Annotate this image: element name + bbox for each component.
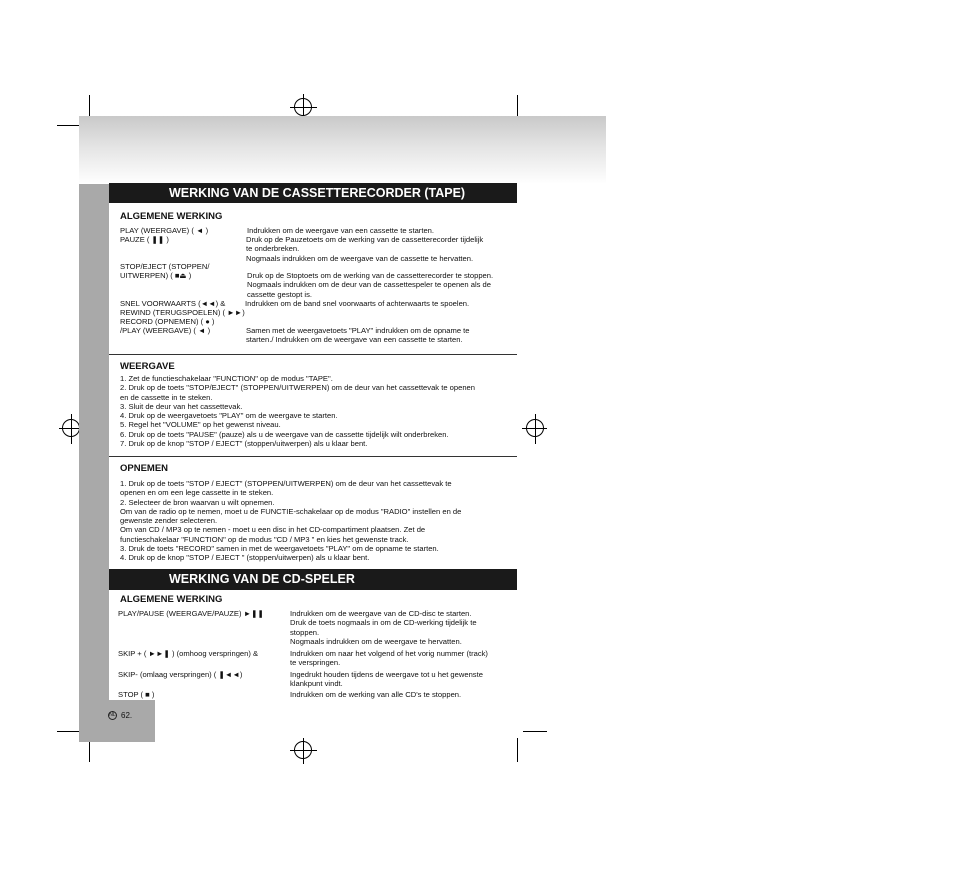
cd-control-label: STOP ( ■ ) bbox=[118, 690, 155, 699]
list-item: 2. Selecteer de bron waarvan u wilt opnemen. bbox=[120, 497, 275, 507]
list-item: 1. Zet de functieschakelaar "FUNCTION" op de modus "TAPE". bbox=[120, 374, 333, 383]
list-item: 7. Druk op de knop "STOP / EJECT" (stoppen/uitwerpen) als u klaar bent. bbox=[120, 439, 368, 449]
tape-playback-list bbox=[120, 374, 475, 448]
header-band bbox=[79, 116, 606, 184]
crop-mark bbox=[523, 731, 547, 732]
crop-mark bbox=[517, 738, 518, 762]
crop-mark bbox=[57, 731, 81, 732]
list-item: openen en om een lege cassette in te steken. bbox=[120, 488, 274, 498]
cd-control-label: PLAY/PAUSE (WEERGAVE/PAUZE) ►❚❚ bbox=[118, 609, 264, 618]
section-divider bbox=[109, 354, 517, 355]
cd-general-heading: ALGEMENE WERKING bbox=[120, 594, 223, 605]
tape-playback-heading: WEERGAVE bbox=[120, 361, 175, 372]
list-item: 2. Druk op de toets "STOP/EJECT" (STOPPEN/UITWERPEN) om de deur van het cassettevak te openen bbox=[120, 383, 475, 393]
registration-mark bbox=[294, 741, 312, 759]
cd-control-desc: Indrukken om de werking van alle CD's te stoppen. bbox=[290, 690, 462, 699]
cd-control-label: SKIP + ( ►►❚ ) (omhoog verspringen) & bbox=[118, 649, 259, 658]
cd-title: WERKING VAN DE CD-SPELER bbox=[109, 569, 517, 590]
tape-control-desc: Druk op de Stoptoets om de werking van de cassetterecorder te stoppen. Nogmaals indrukken om de deur van de cassettespeler te openen als de cassette gestopt is. bbox=[247, 271, 494, 299]
tape-record-heading: OPNEMEN bbox=[120, 463, 169, 474]
tape-control-label: PLAY (WEERGAVE) ( ◄ ) bbox=[120, 226, 209, 235]
registration-mark bbox=[62, 419, 80, 437]
sidebar bbox=[79, 184, 109, 742]
language-icon: NL bbox=[109, 712, 116, 718]
list-item: 4. Druk op de knop "STOP / EJECT " (stoppen/uitwerpen) als u klaar bent. bbox=[120, 553, 370, 563]
tape-control-desc: Druk op de Pauzetoets om de werking van de cassetterecorder tijdelijk te onderbreken. Nogmaals indrukken om de weergave van de cassette te hervatten. bbox=[246, 235, 484, 263]
cd-control-desc: Ingedrukt houden tijdens de weergave tot u het gewenste klankpunt vindt. bbox=[290, 670, 483, 689]
cd-control-label: SKIP- (omlaag verspringen) ( ❚◄◄) bbox=[118, 670, 243, 679]
list-item: 5. Regel het "VOLUME" op het gewenst niveau. bbox=[120, 420, 281, 430]
crop-mark bbox=[57, 125, 81, 126]
list-item: Om van de radio op te nemen, moet u de FUNCTIE-schakelaar op de modus "RADIO" instellen en de bbox=[120, 506, 462, 516]
section-divider bbox=[109, 456, 517, 457]
list-item: functieschakelaar "FUNCTION" op de modus "CD / MP3 " en kies het gewenste track. bbox=[120, 534, 409, 544]
tape-control-desc: Indrukken om de weergave van een cassette te starten. bbox=[247, 226, 434, 235]
tape-control-label: PAUZE ( ❚❚ ) bbox=[120, 235, 169, 244]
tape-control-label: SNEL VOORWAARTS (◄◄) & REWIND (TERUGSPOELEN) ( ►►) bbox=[120, 299, 245, 318]
registration-mark bbox=[294, 98, 312, 116]
tape-record-list bbox=[120, 479, 461, 563]
registration-mark bbox=[526, 419, 544, 437]
tape-title: WERKING VAN DE CASSETTERECORDER (TAPE) bbox=[109, 183, 517, 203]
list-item: 1. Druk op de toets "STOP / EJECT" (STOPPEN/UITWERPEN) om de deur van het cassettevak te bbox=[120, 479, 452, 488]
list-item: 6. Druk op de toets "PAUSE" (pauze) als u de weergave van de cassette tijdelijk wilt onderbreken. bbox=[120, 429, 449, 439]
list-item: 3. Sluit de deur van het cassettevak. bbox=[120, 401, 243, 411]
tape-control-label: RECORD (OPNEMEN) ( ● ) /PLAY (WEERGAVE) ( ◄ ) bbox=[120, 317, 215, 336]
list-item: 3. Druk de toets "RECORD" samen in met de weergavetoets "PLAY" om de opname te starten. bbox=[120, 544, 439, 554]
cd-control-desc: Indrukken om naar het volgend of het vorig nummer (track) te verspringen. bbox=[290, 649, 488, 668]
tape-general-heading: ALGEMENE WERKING bbox=[120, 211, 223, 222]
list-item: en de cassette in te steken. bbox=[120, 392, 213, 402]
tape-control-desc: Samen met de weergavetoets "PLAY" indrukken om de opname te starten./ Indrukken om de weergave van een cassette te starten. bbox=[246, 326, 470, 345]
tape-control-desc: Indrukken om de band snel voorwaarts of achterwaarts te spoelen. bbox=[245, 299, 470, 308]
footer-tab bbox=[79, 700, 155, 742]
list-item: gewenste zender selecteren. bbox=[120, 516, 218, 526]
tape-control-label: STOP/EJECT (STOPPEN/ UITWERPEN) ( ■⏏ ) bbox=[120, 262, 210, 281]
cd-control-desc: Indrukken om de weergave van de CD-disc te starten. Druk de toets nogmaals in om de CD-werking tijdelijk te stoppen. Nogmaals indrukken om de weergave te hervatten. bbox=[290, 609, 477, 646]
list-item: Om van CD / MP3 op te nemen - moet u een disc in het CD-compartiment plaatsen. Zet de bbox=[120, 525, 426, 535]
page-number: 62. bbox=[121, 711, 133, 720]
list-item: 4. Druk op de weergavetoets "PLAY" om de weergave te starten. bbox=[120, 411, 338, 421]
